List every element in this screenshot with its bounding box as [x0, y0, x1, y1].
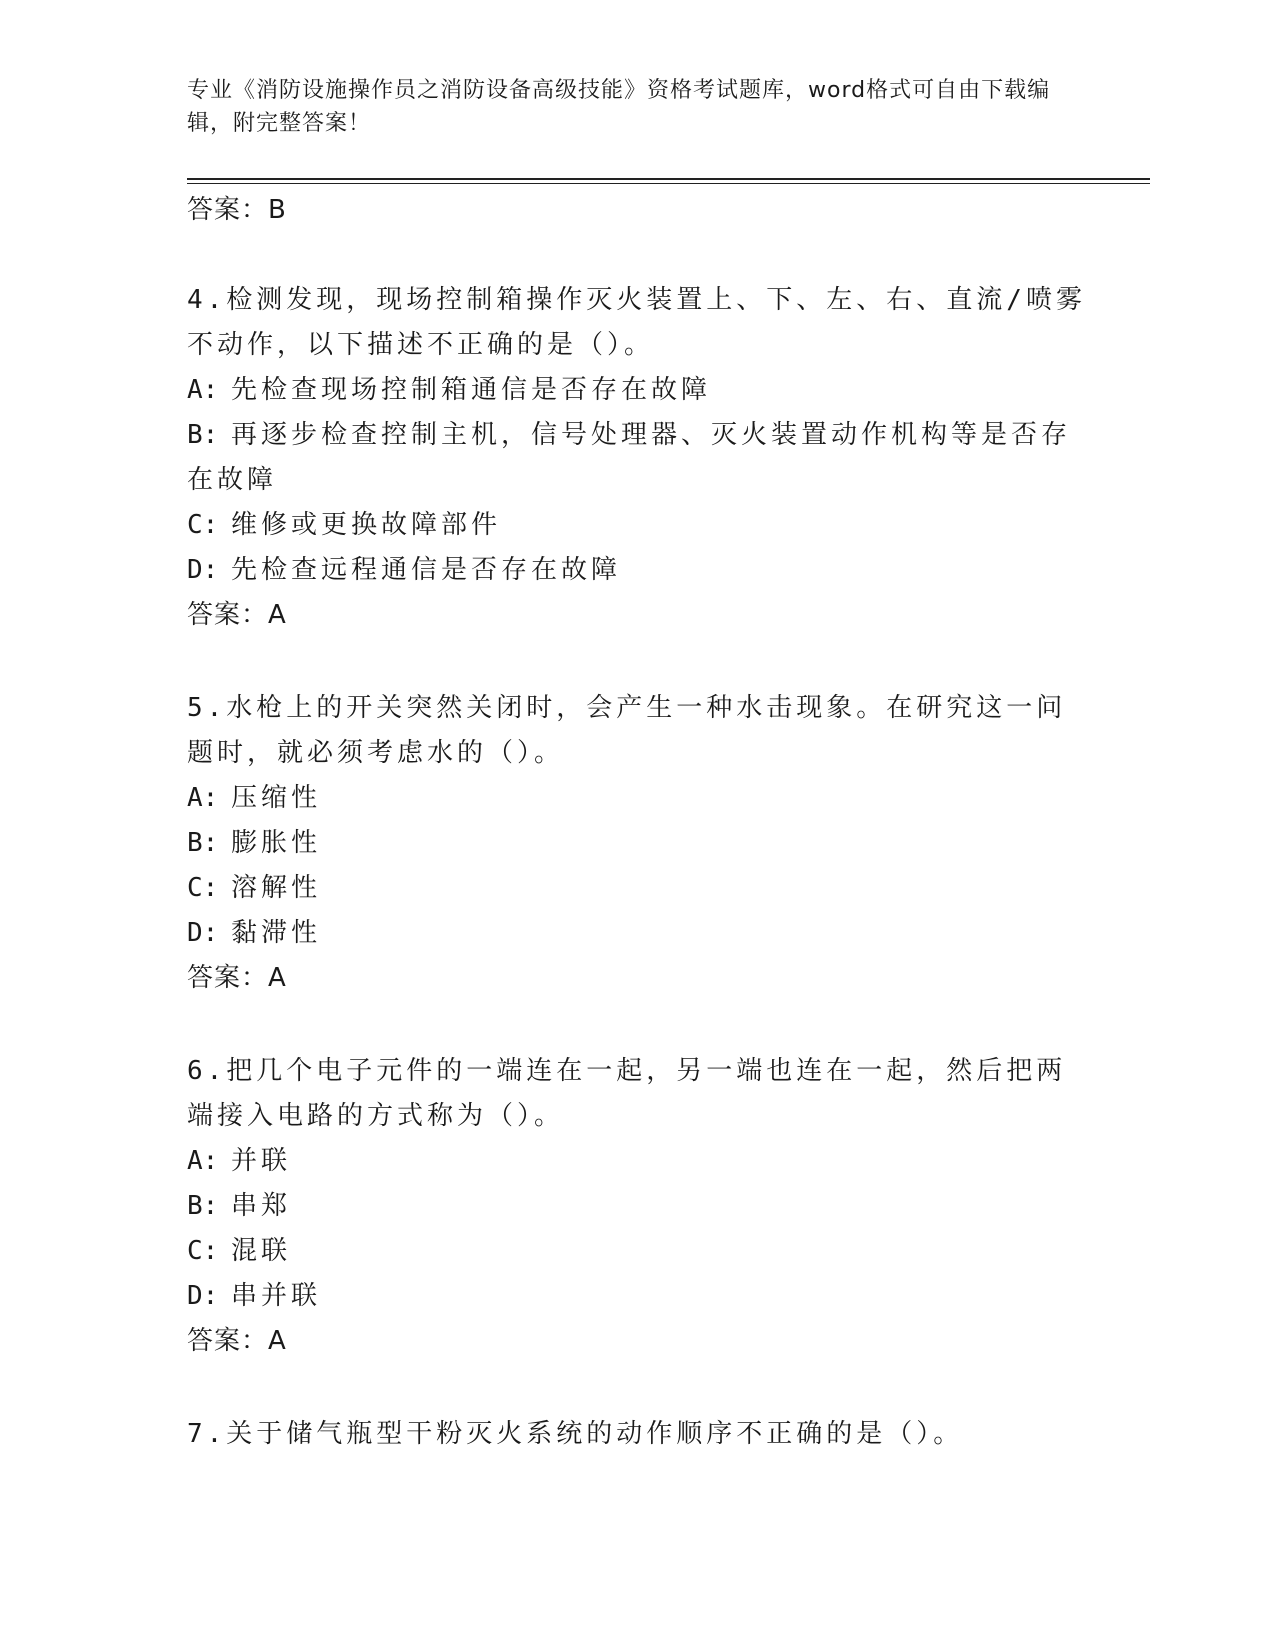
option-c — [187, 503, 1087, 548]
question-answer: 答案：A — [187, 1326, 287, 1356]
option-text: 再逐步检查控制主机，信号处理器、灭火装置动作机构等是否存在故障 — [187, 420, 1072, 495]
option-d — [187, 548, 1087, 593]
option-text: 压缩性 — [231, 783, 322, 813]
option-a — [187, 368, 1087, 413]
header-divider-thick — [187, 178, 1150, 180]
option-text: 串郑 — [231, 1191, 292, 1221]
question-text: 4.检测发现，现场控制箱操作灭火装置上、下、左、右、直流/喷雾不动作，以下描述不正确的是（）。 — [187, 285, 1086, 360]
option-key: A: — [187, 1146, 219, 1176]
option-text: 并联 — [231, 1146, 292, 1176]
option-b — [187, 1184, 1087, 1229]
question-item — [187, 1049, 1087, 1364]
option-key: C: — [187, 1236, 219, 1266]
option-text: 黏滞性 — [231, 918, 322, 948]
option-key: C: — [187, 873, 219, 903]
question-list — [187, 186, 1087, 1457]
question-answer: 答案：A — [187, 600, 287, 630]
option-key: D: — [187, 918, 219, 948]
option-key: A: — [187, 783, 219, 813]
option-a — [187, 1139, 1087, 1184]
option-text: 串并联 — [231, 1281, 322, 1311]
option-text: 膨胀性 — [231, 828, 322, 858]
option-a — [187, 776, 1087, 821]
option-text: 维修或更换故障部件 — [231, 510, 502, 540]
question-answer: 答案：A — [187, 963, 287, 993]
option-d — [187, 911, 1087, 956]
header-divider-thin — [187, 183, 1150, 184]
question-item — [187, 1412, 1087, 1457]
option-text: 混联 — [231, 1236, 292, 1266]
question-text: 6.把几个电子元件的一端连在一起，另一端也连在一起，然后把两端接入电路的方式称为（）。 — [187, 1056, 1067, 1131]
question-item — [187, 278, 1087, 638]
option-key: A: — [187, 375, 219, 405]
question-item — [187, 686, 1087, 1001]
document-header: 专业《消防设施操作员之消防设备高级技能》资格考试题库，word格式可自由下载编辑，附完整答案！ — [187, 78, 1051, 136]
option-c — [187, 1229, 1087, 1274]
question-text: 5.水枪上的开关突然关闭时，会产生一种水击现象。在研究这一问题时，就必须考虑水的（）。 — [187, 693, 1067, 768]
option-key: B: — [187, 828, 219, 858]
option-c — [187, 866, 1087, 911]
option-text: 溶解性 — [231, 873, 322, 903]
option-b — [187, 413, 1087, 503]
option-text: 先检查现场控制箱通信是否存在故障 — [231, 375, 712, 405]
option-text: 先检查远程通信是否存在故障 — [231, 555, 622, 585]
option-key: D: — [187, 555, 219, 585]
question-text: 7.关于储气瓶型干粉灭火系统的动作顺序不正确的是（）。 — [187, 1419, 964, 1449]
previous-answer: 答案：B — [187, 195, 287, 225]
option-key: C: — [187, 510, 219, 540]
option-key: D: — [187, 1281, 219, 1311]
option-key: B: — [187, 1191, 219, 1221]
option-d — [187, 1274, 1087, 1319]
option-key: B: — [187, 420, 219, 450]
option-b — [187, 821, 1087, 866]
